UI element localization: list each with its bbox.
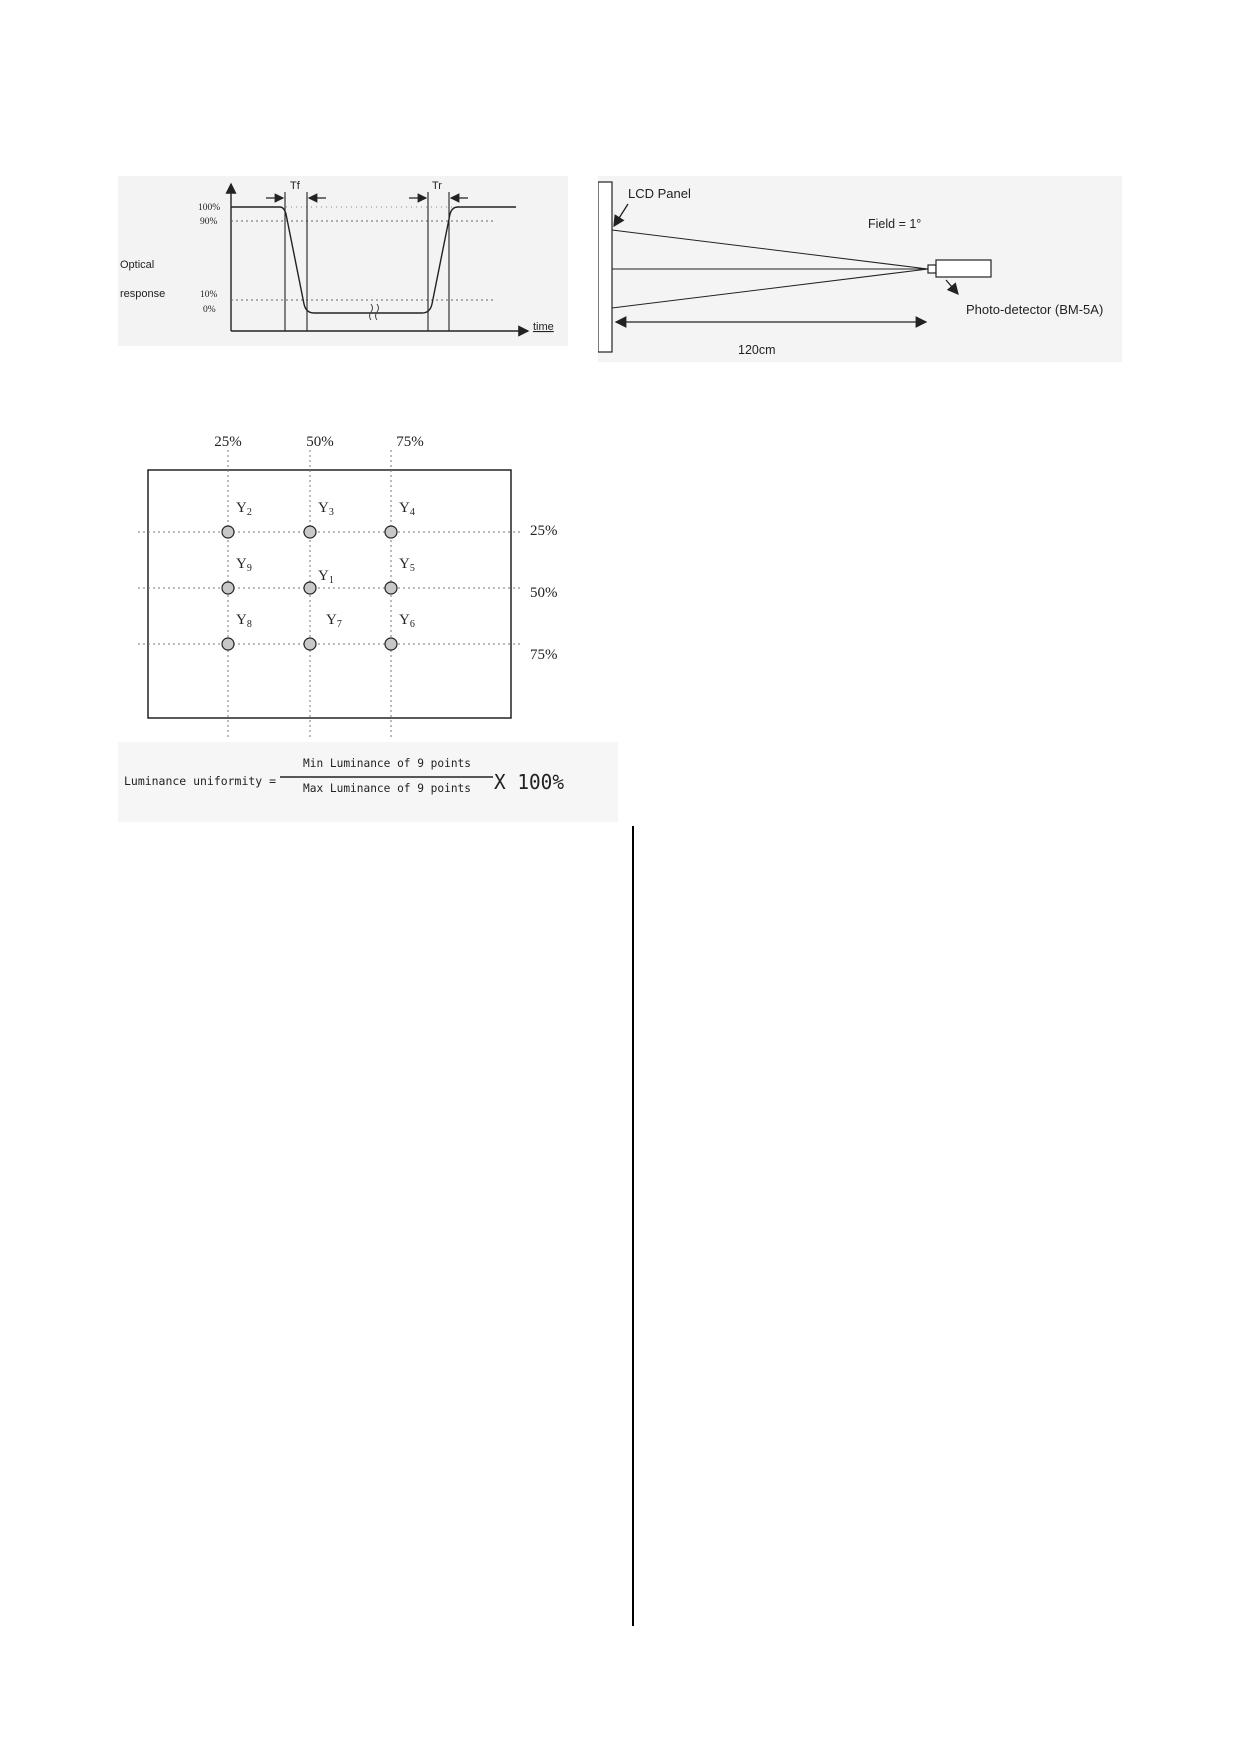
detector-lens	[928, 265, 936, 273]
measurement-setup-diagram	[598, 176, 1122, 362]
col-label-25: 25%	[214, 434, 242, 450]
point-label-y3: $Y_3$	[318, 500, 334, 518]
formula-numerator: Min Luminance of 9 points	[303, 756, 471, 770]
measurement-point-y9	[222, 582, 234, 594]
detector-label-arrow	[946, 280, 958, 294]
optical-response-curve	[231, 207, 516, 313]
row-label-25: 25%	[530, 523, 558, 539]
measurement-point-y7	[304, 638, 316, 650]
row-label-50: 50%	[530, 585, 558, 601]
tr-label: Tr	[432, 180, 442, 192]
level-100-label: 100%	[198, 203, 221, 213]
distance-label: 120cm	[738, 343, 776, 357]
column-divider	[632, 826, 634, 1626]
level-90-label: 90%	[200, 217, 218, 227]
point-label-y7: $Y_7$	[326, 612, 342, 630]
col-label-75: 75%	[396, 434, 424, 450]
y-label-line2: response	[120, 288, 166, 300]
detector-label: Photo-detector (BM-5A)	[966, 302, 1104, 317]
x-label: time	[533, 321, 554, 333]
break-mark	[370, 304, 379, 320]
point-label-y2: $Y_2$	[236, 500, 252, 518]
measurement-point-y3	[304, 526, 316, 538]
cone-top-line	[612, 230, 928, 269]
point-label-y8: $Y_8$	[236, 612, 252, 630]
measurement-point-y2	[222, 526, 234, 538]
uniformity-grid-diagram	[118, 420, 588, 750]
measurement-point-y4	[385, 526, 397, 538]
level-10-label: 10%	[200, 290, 218, 300]
formula-multiplier: X 100%	[494, 770, 564, 794]
formula-lhs: Luminance uniformity =	[124, 774, 277, 788]
point-label-y4: $Y_4$	[399, 500, 415, 518]
measurement-point-y5	[385, 582, 397, 594]
field-label: Field = 1°	[868, 217, 922, 231]
point-label-y5: $Y_5$	[399, 556, 415, 574]
measurement-point-y1	[304, 582, 316, 594]
y-label-line1: Optical	[120, 259, 155, 271]
panel-label-arrow	[614, 204, 628, 226]
measurement-point-y6	[385, 638, 397, 650]
tf-label: Tf	[290, 180, 300, 192]
measurement-point-y8	[222, 638, 234, 650]
uniformity-formula	[118, 742, 618, 822]
panel-label: LCD Panel	[628, 186, 691, 201]
response-time-diagram	[118, 176, 568, 346]
lcd-panel	[598, 182, 612, 352]
photo-detector	[936, 260, 991, 277]
row-label-75: 75%	[530, 647, 558, 663]
point-label-y6: $Y_6$	[399, 612, 415, 630]
level-0-label: 0%	[203, 305, 216, 315]
col-label-50: 50%	[306, 434, 334, 450]
cone-bottom-line	[612, 269, 928, 308]
point-label-y9: $Y_9$	[236, 556, 252, 574]
formula-denominator: Max Luminance of 9 points	[303, 781, 471, 795]
point-label-y1: $Y_1$	[318, 568, 334, 586]
